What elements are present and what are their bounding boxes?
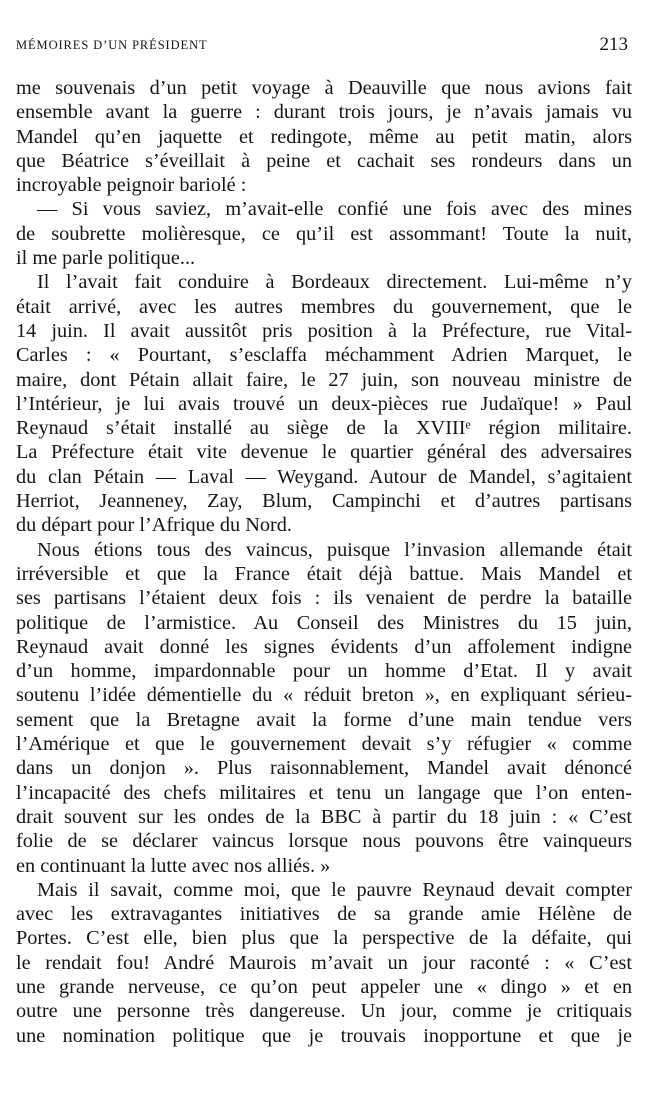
text-line: Carles : « Pourtant, s’esclaffa méchamment Adrien Marquet, le <box>16 344 632 367</box>
text-line: sement que la Bretagne avait la forme d’une main tendue vers <box>16 708 632 731</box>
text-line: le rendait fou! André Maurois m’avait un jour raconté : « C’est <box>16 951 632 974</box>
text-line: ses partisans l’étaient deux fois : ils venaient de perdre la bataille <box>16 587 632 610</box>
text-line: Mandel qu’en jaquette et redingote, même au petit matin, alors <box>16 125 632 148</box>
text-line: de soubrette molièresque, ce qu’il est assommant! Toute la nuit, <box>16 222 632 245</box>
text-line: était arrivé, avec les autres membres du gouvernement, que le <box>16 295 632 318</box>
running-head <box>16 34 632 58</box>
text-line: que Béatrice s’éveillait à peine et cachait ses rondeurs dans un <box>16 149 632 172</box>
text-line: outre une personne très dangereuse. Un jour, comme je critiquais <box>16 1000 632 1023</box>
text-line: Il l’avait fait conduire à Bordeaux directement. Lui-même n’y <box>37 271 632 294</box>
text-line: une nomination politique que je trouvais inopportune et que je <box>16 1024 632 1047</box>
text-line: Nous étions tous des vaincus, puisque l’invasion allemande était <box>37 538 632 561</box>
text-line: incroyable peignoir bariolé : <box>16 174 247 197</box>
text-line: Herriot, Jeanneney, Zay, Blum, Campinchi et d’autres partisans <box>16 490 632 513</box>
text-line: Mais il savait, comme moi, que le pauvre Reynaud devait compter <box>37 878 632 901</box>
text-line: d’un homme, impardonnable pour un homme d’Etat. Il y avait <box>16 660 632 683</box>
text-line: soutenu l’idée démentielle du « réduit breton », en expliquant sérieu- <box>16 684 632 707</box>
text-line: Reynaud avait donné les signes évidents d’un affolement indigne <box>16 635 632 658</box>
text-line: 14 juin. Il avait aussitôt pris position à la Préfecture, rue Vital- <box>16 319 632 342</box>
text-line: maire, dont Pétain allait faire, le 27 juin, son nouveau ministre de <box>16 368 632 391</box>
body-text <box>16 76 632 1048</box>
text-line: l’incapacité des chefs militaires et tenu un langage que l’on enten- <box>16 781 632 804</box>
text-line: Reynaud s’était installé au siège de la XVIIIᵉ région militaire. <box>16 417 632 440</box>
text-line: avec les extravagantes initiatives de sa grande amie Hélène de <box>16 903 632 926</box>
text-line: — Si vous saviez, m’avait-elle confié une fois avec des mines <box>37 198 632 221</box>
text-line: l’Intérieur, je lui avais trouvé un deux-pièces rue Judaïque! » Paul <box>16 392 632 415</box>
text-line: dans un donjon ». Plus raisonnablement, Mandel avait dénoncé <box>16 757 632 780</box>
text-line: drait souvent sur les ondes de la BBC à partir du 18 juin : « C’est <box>16 805 632 828</box>
page-number: 213 <box>599 34 628 55</box>
book-page <box>16 0 632 1095</box>
text-line: folie de se déclarer vaincus lorsque nous pouvons être vainqueurs <box>16 830 632 853</box>
text-line: une grande nerveuse, ce qu’on peut appeler une « dingo » et en <box>16 975 632 998</box>
text-line: il me parle politique... <box>16 247 196 270</box>
text-line: politique de l’armistice. Au Conseil des Ministres du 15 juin, <box>16 611 632 634</box>
text-line: l’Amérique et que le gouvernement devait s’y réfugier « comme <box>16 733 632 756</box>
text-line: Portes. C’est elle, bien plus que la perspective de la défaite, qui <box>16 927 632 950</box>
text-line: du départ pour l’Afrique du Nord. <box>16 514 292 537</box>
running-title: MÉMOIRES D’UN PRÉSIDENT <box>16 38 208 52</box>
text-line: ensemble avant la guerre : durant trois jours, je n’avais jamais vu <box>16 101 632 124</box>
text-line: du clan Pétain — Laval — Weygand. Autour de Mandel, s’agitaient <box>16 465 632 488</box>
text-line: irréversible et que la France était déjà battue. Mais Mandel et <box>16 562 632 585</box>
text-line: me souvenais d’un petit voyage à Deauville que nous avions fait <box>16 77 632 99</box>
text-line: en continuant la lutte avec nos alliés. » <box>16 854 331 877</box>
text-line: La Préfecture était vite devenue le quartier général des adversaires <box>16 441 632 464</box>
